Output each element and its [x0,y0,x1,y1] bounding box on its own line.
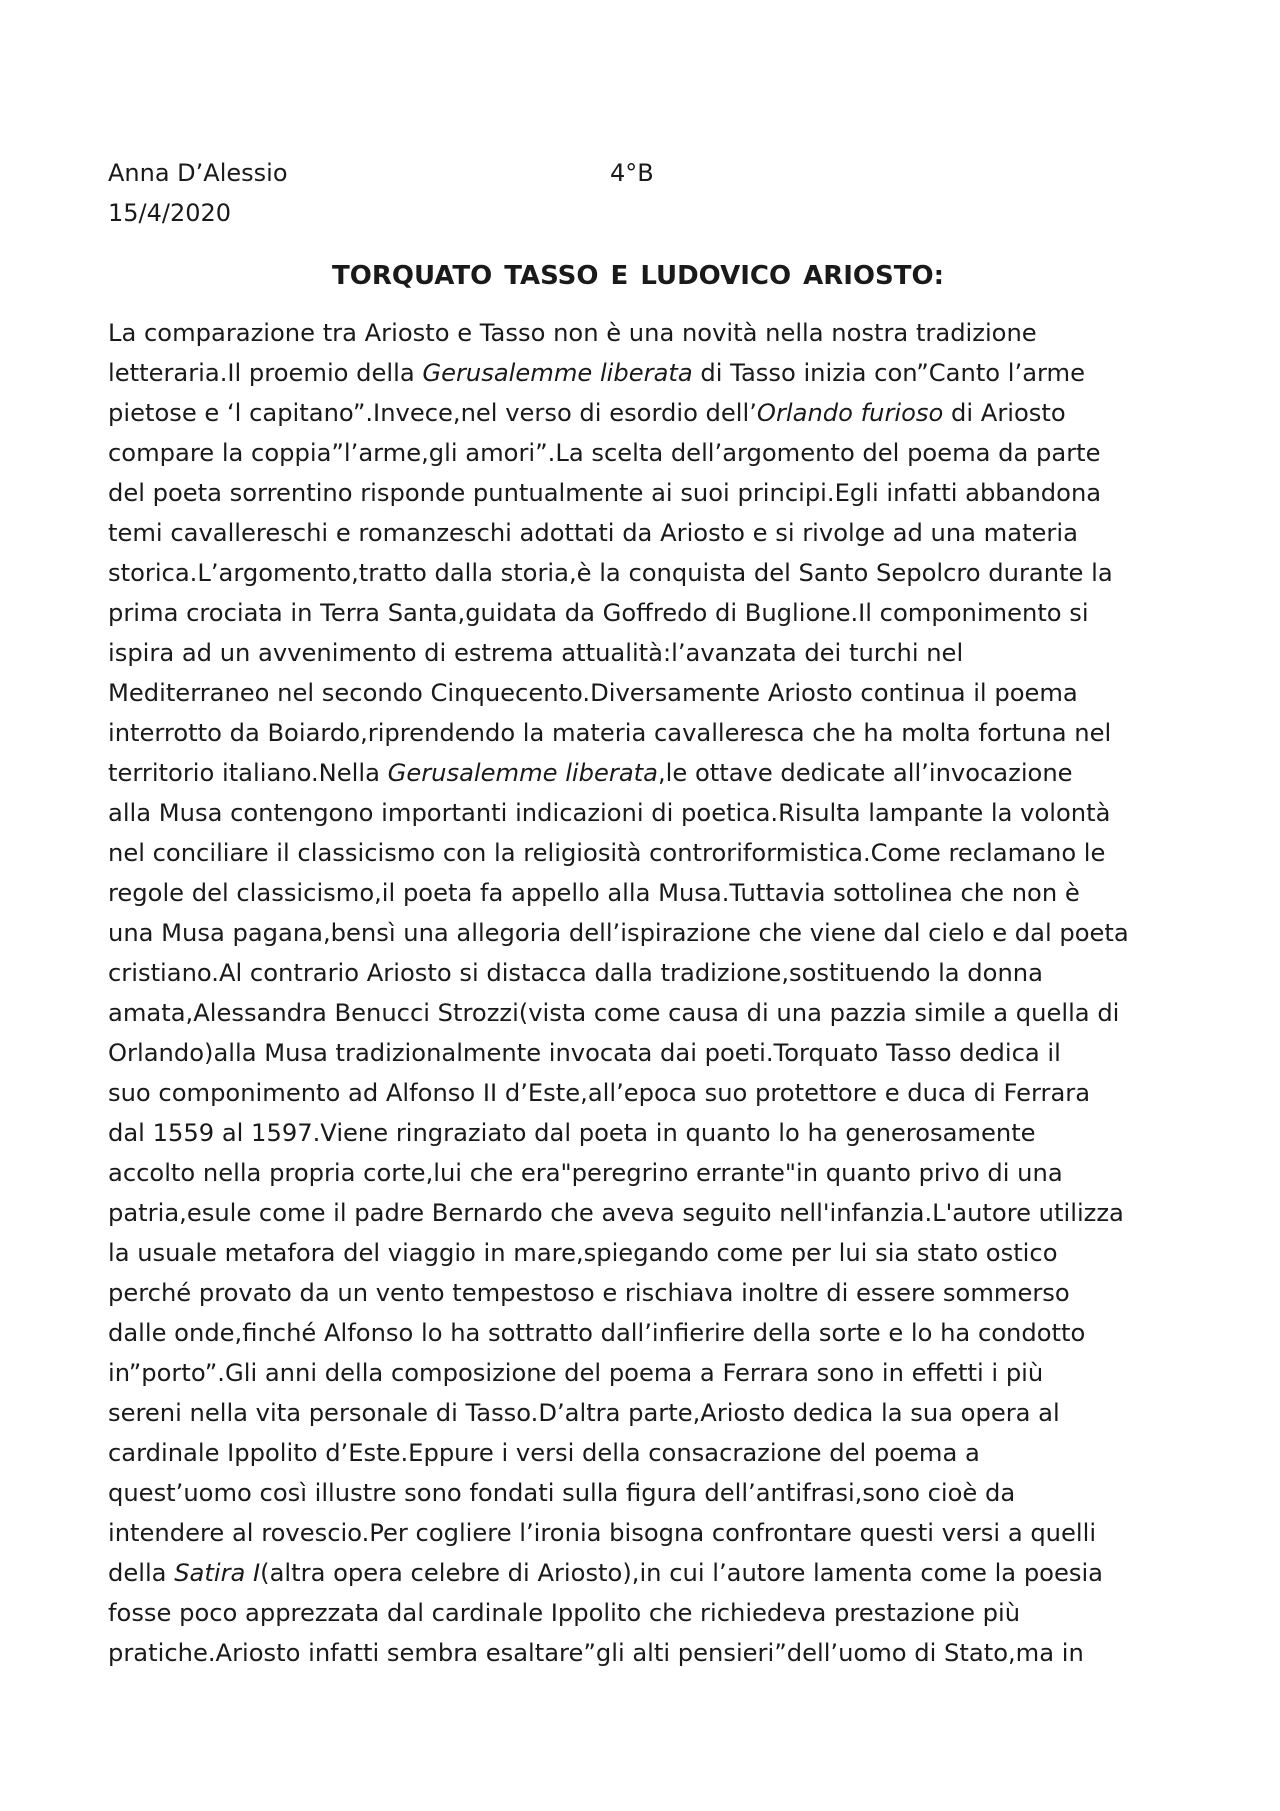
text-line [108,513,1168,553]
text-line [108,1553,1168,1593]
text-line [108,473,1168,513]
text-line [108,1593,1168,1633]
text-segment: pratiche.Ariosto infatti sembra esaltare”gli alti pensieri”dell’uomo di Stato,ma in [108,1639,1084,1667]
text-segment: (altra opera celebre di Ariosto),in cui l’autore lamenta come la poesia [260,1559,1103,1587]
text-line [108,753,1168,793]
text-line [108,1633,1168,1673]
text-line [108,1033,1168,1073]
text-line [108,1073,1168,1113]
italic-title: Gerusalemme liberata [387,759,658,787]
text-segment: letteraria.Il proemio della [108,359,423,387]
text-segment: accolto nella propria corte,lui che era"peregrino errante"in quanto privo di una [108,1159,1063,1187]
text-line [108,713,1168,753]
header-row-author [108,153,1168,193]
text-line [108,1273,1168,1313]
italic-title: Orlando furioso [756,399,944,427]
text-segment: sereni nella vita personale di Tasso.D’altra parte,Ariosto dedica la sua opera al [108,1399,1060,1427]
text-segment: intendere al rovescio.Per cogliere l’ironia bisogna confrontare questi versi a quelli [108,1519,1097,1547]
text-segment: suo componimento ad Alfonso II d’Este,all’epoca suo protettore e duca di Ferrara [108,1079,1091,1107]
text-line [108,393,1168,433]
text-segment: compare la coppia”l’arme,gli amori”.La scelta dell’argomento del poema da parte [108,439,1101,467]
text-line [108,833,1168,873]
text-segment: La comparazione tra Ariosto e Tasso non è una novità nella nostra tradizione [108,319,1037,347]
text-segment: amata,Alessandra Benucci Strozzi(vista come causa di una pazzia simile a quella di [108,999,1120,1027]
text-segment: pietose e ‘l capitano”.Invece,nel verso di esordio dell’ [108,399,757,427]
text-segment: ,le ottave dedicate all’invocazione [657,759,1073,787]
text-segment: Orlando)alla Musa tradizionalmente invocata dai poeti.Torquato Tasso dedica il [108,1039,1061,1067]
text-line [108,673,1168,713]
document-title: TORQUATO TASSO E LUDOVICO ARIOSTO: [331,261,944,291]
text-line [108,1473,1168,1513]
text-line [108,913,1168,953]
text-line [108,993,1168,1033]
text-segment: storica.L’argomento,tratto dalla storia,è la conquista del Santo Sepolcro durante la [108,559,1113,587]
text-line [108,1233,1168,1273]
text-line [108,633,1168,673]
text-line [108,873,1168,913]
document-header [108,153,1168,233]
text-segment: del poeta sorrentino risponde puntualmente ai suoi principi.Egli infatti abbandona [108,479,1102,507]
text-segment: cristiano.Al contrario Ariosto si distacca dalla tradizione,sostituendo la donna [108,959,1043,987]
text-line [108,433,1168,473]
text-segment: in”porto”.Gli anni della composizione del poema a Ferrara sono in effetti i più [108,1359,1044,1387]
class-label: 4°B [610,159,654,187]
italic-title: Gerusalemme liberata [422,359,693,387]
text-segment: la usuale metafora del viaggio in mare,spiegando come per lui sia stato ostico [108,1239,1058,1267]
text-segment: interrotto da Boiardo,riprendendo la materia cavalleresca che ha molta fortuna nel [108,719,1112,747]
text-segment: dal 1559 al 1597.Viene ringraziato dal poeta in quanto lo ha generosamente [108,1119,1036,1147]
text-segment: ispira ad un avvenimento di estrema attualità:l’avanzata dei turchi nel [108,639,964,667]
text-segment: alla Musa contengono importanti indicazioni di poetica.Risulta lampante la volontà [108,799,1111,827]
text-line [108,553,1168,593]
text-line [108,313,1168,353]
author-name: Anna D’Alessio [108,159,288,187]
header-row-date [108,193,1168,233]
text-line [108,1433,1168,1473]
text-segment: perché provato da un vento tempestoso e rischiava inoltre di essere sommerso [108,1279,1070,1307]
text-line [108,593,1168,633]
text-segment: di Tasso inizia con”Canto l’arme [692,359,1085,387]
text-line [108,1113,1168,1153]
text-segment: nel conciliare il classicismo con la religiosità controriformistica.Come reclamano le [108,839,1106,867]
text-line [108,1393,1168,1433]
text-line [108,953,1168,993]
text-segment: cardinale Ippolito d’Este.Eppure i versi della consacrazione del poema a [108,1439,980,1467]
text-segment: territorio italiano.Nella [108,759,388,787]
text-segment: una Musa pagana,bensì una allegoria dell’ispirazione che viene dal cielo e dal poeta [108,919,1129,947]
text-segment: dalle onde,finché Alfonso lo ha sottratto dall’infierire della sorte e lo ha condotto [108,1319,1086,1347]
document-date: 15/4/2020 [108,199,232,227]
text-segment: prima crociata in Terra Santa,guidata da Goffredo di Buglione.Il componimento si [108,599,1089,627]
text-line [108,1313,1168,1353]
text-line [108,1353,1168,1393]
text-segment: temi cavallereschi e romanzeschi adottati da Ariosto e si rivolge ad una materia [108,519,1078,547]
text-line [108,1513,1168,1553]
text-line [108,353,1168,393]
italic-title: Satira I [174,1559,261,1587]
text-line [108,1153,1168,1193]
text-segment: della [108,1559,175,1587]
text-segment: di Ariosto [943,399,1066,427]
text-line [108,793,1168,833]
text-line [108,1193,1168,1233]
text-segment: patria,esule come il padre Bernardo che aveva seguito nell'infanzia.L'autore utilizza [108,1199,1124,1227]
text-segment: regole del classicismo,il poeta fa appello alla Musa.Tuttavia sottolinea che non è [108,879,1080,907]
body-text [108,313,1168,1673]
text-segment: fosse poco apprezzata dal cardinale Ippolito che richiedeva prestazione più [108,1599,1021,1627]
text-segment: quest’uomo così illustre sono fondati sulla figura dell’antifrasi,sono cioè da [108,1479,1016,1507]
text-segment: Mediterraneo nel secondo Cinquecento.Diversamente Ariosto continua il poema [108,679,1078,707]
